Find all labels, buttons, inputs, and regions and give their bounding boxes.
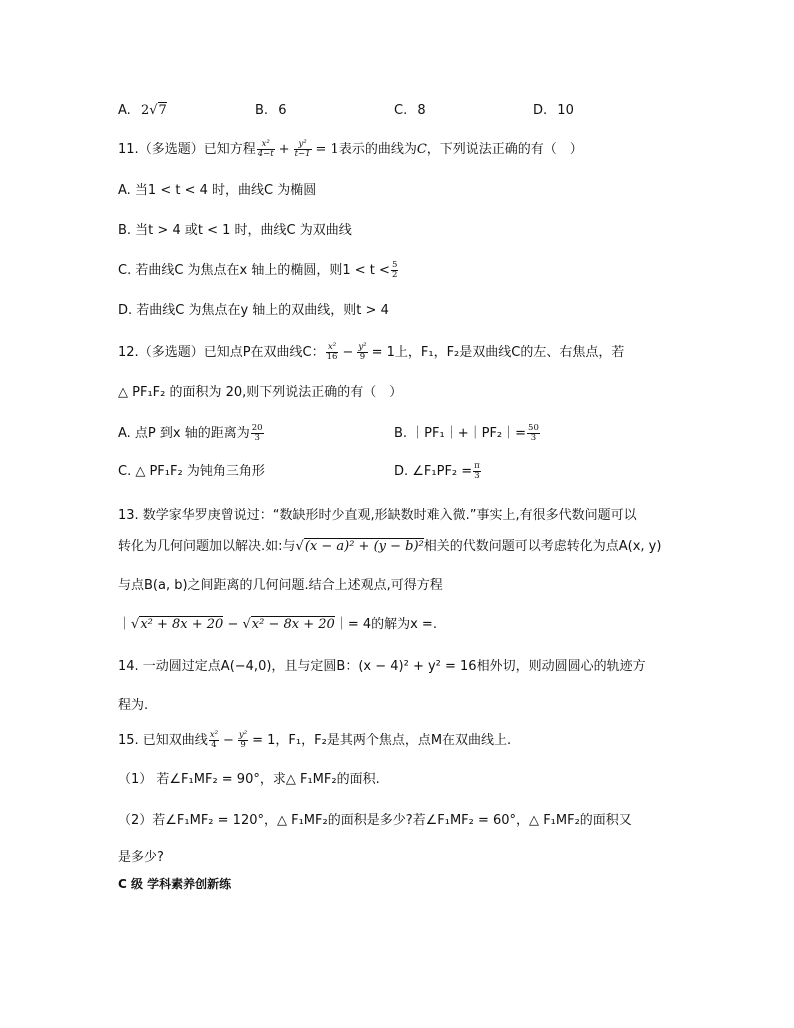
q10-option-c-text: 8 (417, 103, 426, 118)
q13-line-1: 13. 数学家华罗庚曾说过：“数缺形时少直观,形缺数时难入微.”事实上,有很多代数问题可以 (118, 508, 637, 523)
q12-option-a-fraction (251, 424, 264, 443)
q13-radicand-2: x² − 8x + 20 (251, 617, 335, 632)
q12-option-d-text: D. ∠F₁PF₂ = (394, 464, 473, 479)
q14-line-1: 14. 一动圆过定点A(−4,0)，且与定圆B：(x − 4)² + y² = 16相外切，则动圆圆心的轨迹方 (118, 659, 646, 674)
q15-part-2: （2）若∠F₁MF₂ = 120°，△ F₁MF₂的面积是多少?若∠F₁MF₂ = 60°，△ F₁MF₂的面积又 (118, 813, 632, 828)
q13-line-4-post: ｜= 4的解为x =. (334, 617, 437, 632)
q10-option-a (118, 101, 167, 121)
q12-minus: − (342, 345, 354, 360)
q10-option-b (255, 101, 286, 121)
q12-fraction-2 (357, 343, 367, 362)
q12-option-d-num: π (474, 461, 480, 471)
q12-stem (118, 343, 624, 363)
q15-fraction-2 (238, 731, 248, 750)
q12-option-c: C. △ PF₁F₂ 为钝角三角形 (118, 464, 265, 479)
q11-tag: （多选题） (138, 142, 204, 157)
q11-frac2-num: y² (294, 140, 312, 150)
q12-option-a-text: A. 点P 到x 轴的距离为 (118, 426, 250, 441)
q12-option-b (394, 424, 541, 444)
q12-frac2-den: 9 (359, 352, 366, 362)
q13-radicand-1: x² + 8x + 20 (140, 617, 224, 632)
q11-option-c-fraction (391, 261, 398, 280)
q10-option-b-text: 6 (278, 103, 287, 118)
q12-stem-a: 已知点P在双曲线C： (203, 345, 325, 360)
q12-stem-b: = 1上，F₁，F₂是双曲线C的左、右焦点，若 (371, 345, 625, 360)
q12-stem-line2: △ PF₁F₂ 的面积为 20,则下列说法正确的有（ ） (118, 385, 403, 400)
q15-stem-post: = 1，F₁，F₂是其两个焦点，点M在双曲线上. (252, 733, 512, 748)
q11-frac1-num: x² (257, 140, 275, 150)
q15-stem-pre: 15. 已知双曲线 (118, 733, 208, 748)
q11-fraction-2 (294, 140, 312, 159)
q11-option-c-text: C. 若曲线C 为焦点在x 轴上的椭圆，则1 < t < (118, 263, 390, 278)
q12-option-b-text: B. ｜PF₁｜+｜PF₂｜= (394, 426, 527, 441)
q13-line-2-pre: 转化为几何问题加以解决.如:与 (118, 539, 296, 554)
q10-option-a-radicand: 7 (158, 103, 167, 118)
q15-part-1: （1） 若∠F₁MF₂ = 90°，求△ F₁MF₂的面积. (118, 772, 380, 787)
q12-tag: （多选题） (138, 345, 204, 360)
q12-option-d (394, 462, 482, 482)
q10-option-a-coef: 2 (140, 103, 150, 118)
q12-frac2-num: y² (358, 342, 367, 352)
q11-stem-a: 已知方程 (203, 142, 256, 157)
section-heading: C 级 学科素养创新练 (118, 877, 232, 891)
q12-frac1-num: x² (326, 343, 339, 353)
q13-line-2 (118, 537, 661, 557)
q11-option-d: D. 若曲线C 为焦点在y 轴上的双曲线，则t > 4 (118, 303, 389, 318)
q11-option-c-den: 2 (391, 270, 398, 280)
q15-part-2-line2: 是多少? (118, 850, 164, 865)
q10-option-c-label: C. (394, 103, 408, 118)
q11-var: C (416, 142, 427, 157)
q10-option-d-text: 10 (557, 103, 574, 118)
q10-option-d-label: D. (533, 103, 548, 118)
q10-option-a-sqrt: √7 (149, 103, 167, 118)
q10-option-a-label: A. (118, 103, 131, 118)
q12-number: 12. (118, 345, 139, 360)
q12-frac1-den: 16 (326, 352, 338, 362)
q11-equals: = 1 (315, 142, 339, 157)
q12-option-b-fraction (527, 424, 540, 443)
q13-sqrt: √(x − a)² + (y − b)² (295, 539, 424, 554)
q13-line-3: 与点B(a, b)之间距离的几何问题.结合上述观点,可得方程 (118, 578, 443, 593)
q13-line-2-post: 相关的代数问题可以考虑转化为点A(x, y) (423, 539, 662, 554)
q13-line-4 (118, 615, 437, 635)
q15-frac1-den: 4 (211, 740, 217, 750)
q15-frac2-den: 9 (240, 740, 246, 750)
q10-option-c (394, 101, 426, 121)
q11-frac2-den: t−1 (294, 149, 311, 159)
q12-option-b-den: 3 (530, 433, 537, 443)
q11-option-b: B. 当t > 4 或t < 1 时，曲线C 为双曲线 (118, 223, 352, 238)
q10-option-b-label: B. (255, 103, 269, 118)
q12-option-d-fraction (473, 462, 481, 481)
q11-plus: + (278, 142, 290, 157)
q13-sqrt-2: √x² − 8x + 20 (242, 617, 335, 632)
q11-stem-c: ，下列说法正确的有（ ） (426, 142, 583, 157)
q12-fraction-1 (326, 343, 339, 362)
q12-option-b-num: 50 (528, 423, 539, 433)
q11-number: 11. (118, 142, 139, 157)
q11-fraction-1 (257, 140, 275, 159)
q12-option-a (118, 424, 265, 444)
q15-stem (118, 731, 511, 751)
q15-fraction-1 (209, 731, 219, 750)
q11-stem-b: 表示的曲线为 (338, 142, 417, 157)
q15-minus: − (223, 733, 234, 748)
q11-option-c-num: 5 (391, 260, 398, 270)
q13-sqrt-1: √x² + 8x + 20 (131, 617, 224, 632)
q12-option-d-den: 3 (474, 471, 480, 481)
q12-option-a-num: 20 (251, 423, 263, 433)
q13-minus: − (223, 617, 243, 632)
q10-option-d (533, 101, 574, 121)
q15-frac1-num: x² (209, 730, 219, 740)
q11-option-a: A. 当1 < t < 4 时，曲线C 为椭圆 (118, 183, 317, 198)
q13-radicand: (x − a)² + (y − b)² (304, 539, 424, 554)
q11-option-c (118, 261, 399, 281)
q14-line-2: 程为. (118, 698, 149, 713)
q11-frac1-den: 4−t (257, 149, 274, 159)
q15-frac2-num: y² (238, 730, 248, 740)
q12-option-a-den: 3 (254, 433, 260, 443)
q11-stem (118, 140, 583, 160)
q13-abs-open: ｜ (118, 617, 132, 632)
